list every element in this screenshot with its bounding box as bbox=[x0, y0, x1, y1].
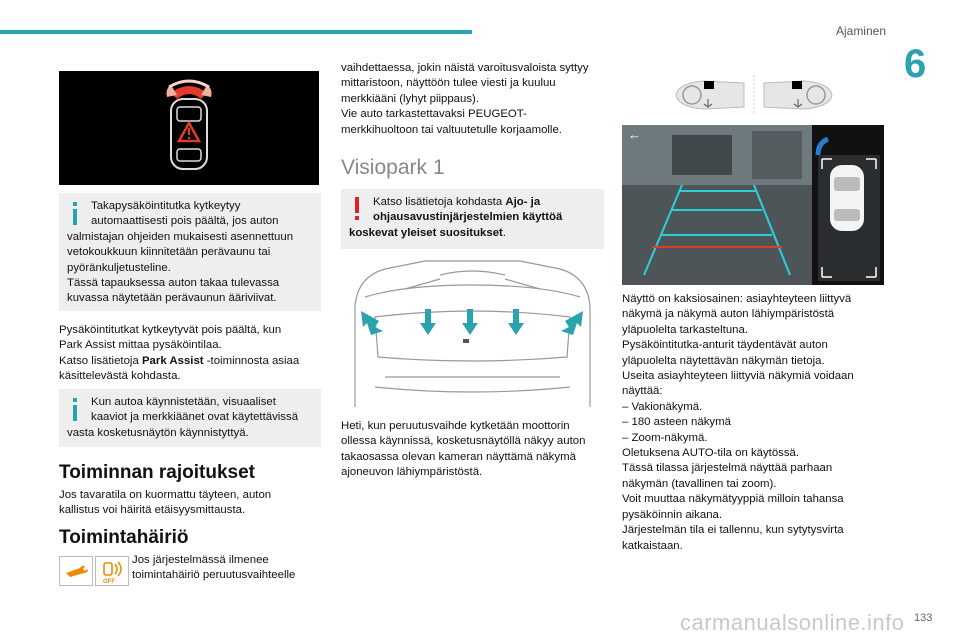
chapter-number: 6 bbox=[904, 42, 927, 86]
text-line: pysäköinnin aikana. bbox=[622, 508, 723, 521]
info-box-towbar bbox=[59, 193, 321, 311]
watermark: carmanualsonline.info bbox=[680, 610, 905, 635]
text-span: Katso lisätietoja bbox=[59, 354, 142, 367]
park-assist-paragraph bbox=[59, 323, 329, 385]
text-line: yläpuolelta tarkasteltuna. bbox=[622, 323, 749, 336]
info-text-line: kuvassa näytetään perävaunun ääriviivat. bbox=[67, 292, 277, 305]
text-line: Oletuksena AUTO-tila on käytössä. bbox=[622, 447, 800, 460]
info-text-line: vasta kosketusnäytön käynnistyttyä. bbox=[67, 426, 249, 439]
malfunction-continuation bbox=[341, 61, 611, 138]
page-number: 133 bbox=[914, 612, 933, 624]
text-line bbox=[373, 195, 596, 210]
text-line: merkkiääni (lyhyt piippaus). bbox=[341, 92, 480, 105]
text-line: yläpuolelta näytettävän näkymän tietoja. bbox=[622, 354, 825, 367]
visiopark-camera-display bbox=[622, 125, 884, 285]
info-icon bbox=[67, 199, 89, 225]
bold-span: Ajo- ja bbox=[505, 196, 541, 208]
reverse-gear-paragraph bbox=[341, 419, 616, 481]
list-item: – 180 asteen näkymä bbox=[622, 416, 731, 429]
text-line: Pysäköintitutka-anturit täydentävät auton bbox=[622, 339, 828, 352]
svg-text:OFF: OFF bbox=[103, 579, 115, 585]
limitations-paragraph bbox=[59, 488, 329, 519]
bold-span: koskevat yleiset suositukset bbox=[349, 226, 503, 239]
malfunction-paragraph bbox=[132, 553, 332, 584]
text-line bbox=[373, 210, 596, 225]
info-box-startup bbox=[59, 389, 321, 447]
info-text-line: vetokoukkuun kiinnitetään perävaunu tai bbox=[67, 246, 271, 259]
text-line: Useita asiayhteyteen liittyviä näkymiä voidaan bbox=[622, 370, 854, 383]
arrow-left-icon[interactable]: ← bbox=[628, 127, 641, 142]
text-line: Tässä tilassa järjestelmä näyttää parhaan bbox=[622, 462, 833, 475]
list-item: – Zoom-näkymä. bbox=[622, 431, 708, 444]
visiopark-description bbox=[622, 292, 902, 554]
text-line: vaihdettaessa, jokin näistä varoitusvaloista syttyy bbox=[341, 62, 589, 74]
text-line: kallistus voi häiritä etäisyysmittausta. bbox=[59, 504, 246, 517]
heading-visiopark: Visiopark 1 bbox=[341, 156, 445, 179]
wrench-warning-icon bbox=[59, 556, 93, 586]
info-text-line: Takapysäköintitutka kytkeytyy bbox=[91, 200, 241, 212]
warning-box bbox=[341, 189, 604, 249]
list-item: – Vakionäkymä. bbox=[622, 400, 703, 413]
text-line: mittaristoon, näyttöön tulee viesti ja kuuluu bbox=[341, 77, 556, 90]
info-text-line: Tässä tapauksessa auton takaa tulevassa bbox=[67, 277, 280, 290]
heading-malfunction: Toimintahäiriö bbox=[59, 527, 189, 548]
text-line: ollessa käynnissä, kosketusnäytöllä näkyy auton bbox=[341, 435, 586, 448]
text-span: . bbox=[502, 226, 507, 239]
heading-limitations: Toiminnan rajoitukset bbox=[59, 462, 256, 483]
header-accent-bar bbox=[0, 30, 472, 34]
info-text-line: valmistajan ohjeiden mukaisesti asennettuun bbox=[67, 230, 294, 243]
text-line: Jos tavaratila on kuormattu täyteen, auton bbox=[59, 489, 272, 501]
info-text-line: Kun autoa käynnistetään, visuaaliset bbox=[91, 396, 276, 408]
camera-position-images bbox=[674, 75, 834, 115]
info-text-line: automaattisesti pois päältä, jos auton bbox=[91, 215, 279, 228]
bold-span: ohjausavustinjärjestelmien käyttöä bbox=[373, 211, 563, 224]
text-line: Jos järjestelmässä ilmenee bbox=[132, 554, 269, 566]
text-line: Park Assist mittaa pysäköintilaa. bbox=[59, 339, 222, 352]
text-line: toimintahäiriö peruutusvaihteelle bbox=[132, 569, 296, 582]
text-line: ajoneuvon lähiympäristöstä. bbox=[341, 466, 483, 479]
text-line: Näyttö on kaksiosainen: asiayhteyteen liittyvä bbox=[622, 293, 852, 305]
text-line: merkkihuoltoon tai valtuutetulle korjaamolle. bbox=[341, 123, 562, 136]
text-line: takaosassa olevan kameran näyttämä näkymä bbox=[341, 450, 576, 463]
warning-icon bbox=[349, 195, 371, 221]
info-icon bbox=[67, 395, 89, 421]
text-line: Voit muuttaa näkymätyyppiä milloin tahansa bbox=[622, 493, 844, 506]
text-line: näyttää: bbox=[622, 385, 663, 398]
text-line: näkymä ja näkymä auton lähiympäristöstä bbox=[622, 308, 835, 321]
park-assist-link: Park Assist bbox=[141, 354, 204, 367]
info-text-line: pyöränkuljetusteline. bbox=[67, 261, 171, 274]
parking-sensor-off-icon bbox=[95, 556, 129, 586]
rear-sensor-display-image bbox=[59, 71, 319, 185]
rear-camera-sensors-diagram bbox=[345, 257, 600, 412]
text-line: käsittelevästä kohdasta. bbox=[59, 370, 181, 383]
text-line: katkaistaan. bbox=[622, 539, 683, 552]
text-line: Pysäköintitutkat kytkeytyvät pois päältä, kun bbox=[59, 324, 282, 336]
info-text-line: kaaviot ja merkkiäänet ovat käytettävissä bbox=[91, 411, 299, 424]
text-line: Heti, kun peruutusvaihde kytketään moottorin bbox=[341, 420, 570, 432]
section-title: Ajaminen bbox=[835, 24, 886, 38]
text-line: Järjestelmän tila ei tallennu, kun sytytysvirta bbox=[622, 524, 844, 537]
text-line bbox=[349, 226, 596, 241]
text-span: -toiminnosta asiaa bbox=[203, 354, 300, 367]
text-span: Katso lisätietoja kohdasta bbox=[373, 196, 506, 208]
text-line: näkymän (tavallinen tai zoom). bbox=[622, 477, 777, 490]
text-line: Vie auto tarkastettavaksi PEUGEOT- bbox=[341, 108, 527, 121]
text-line bbox=[59, 354, 329, 369]
